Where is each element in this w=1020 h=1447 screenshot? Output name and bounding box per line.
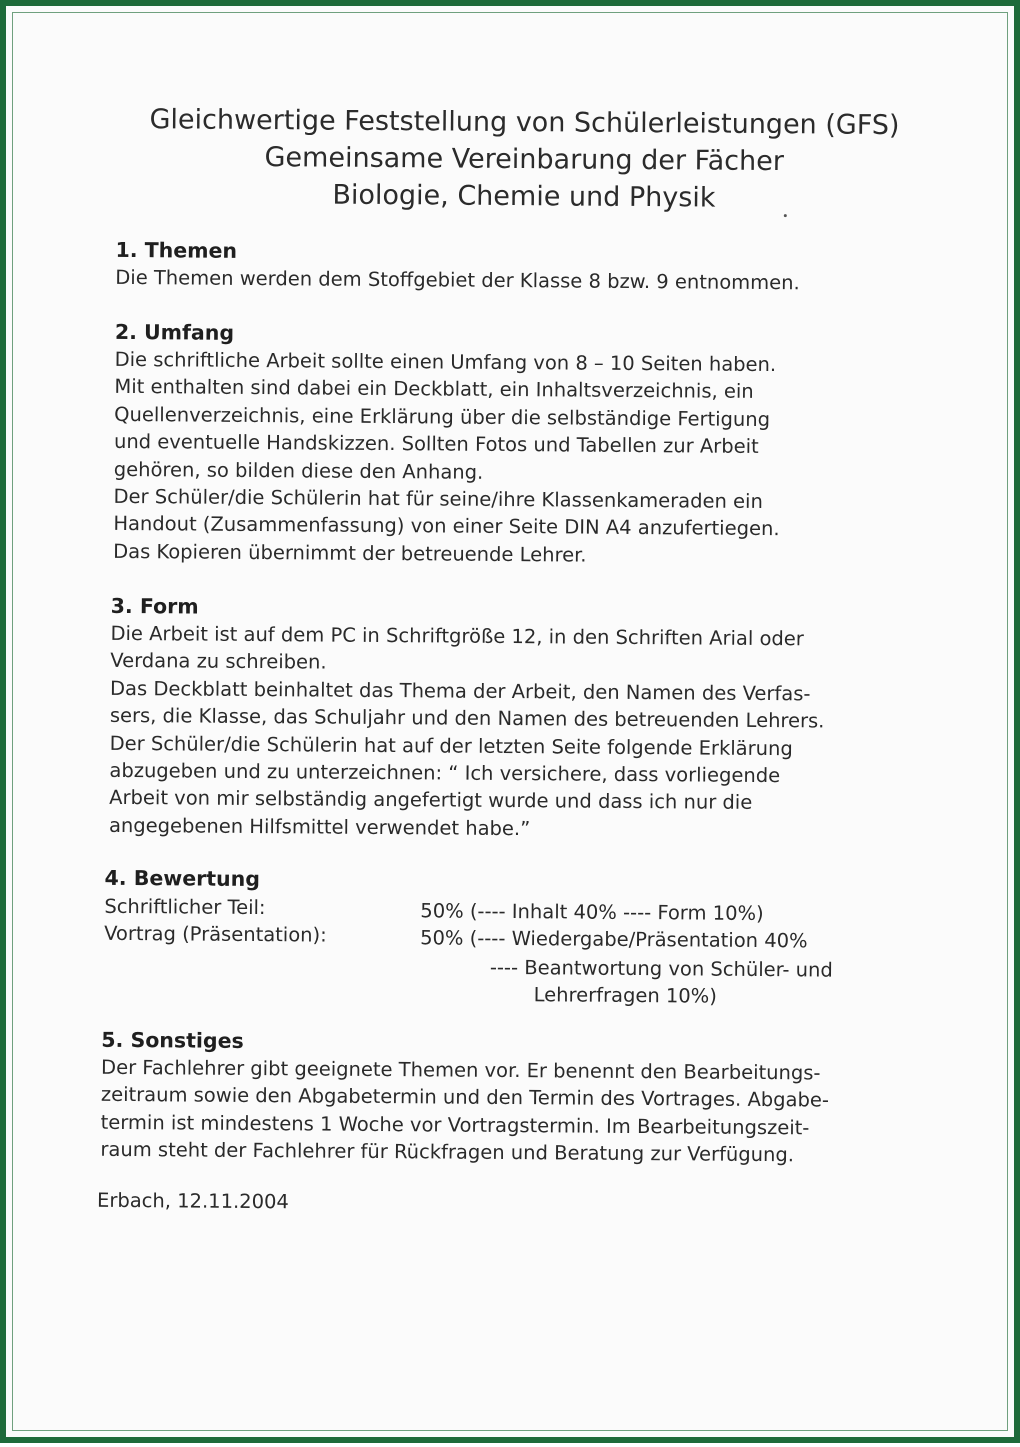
section-text-line: termin ist mindestens 1 Woche vor Vortragstermin. Im Bearbeitungszeit-: [100, 1110, 810, 1140]
section-form: [109, 593, 911, 846]
section-umfang: [113, 319, 915, 572]
title-line-2: Gemeinsame Vereinbarung der Fächer: [264, 142, 785, 178]
section-text-line: Verdana zu schreiben.: [110, 649, 327, 674]
grade-continuation: ---- Beantwortung von Schüler- und: [489, 955, 833, 982]
section-heading: 4. Bewertung: [104, 865, 261, 892]
section-text-line: Handout (Zusammenfassung) von einer Seite DIN A4 anzufertiegen.: [113, 512, 780, 541]
section-text-line: Die Arbeit ist auf dem PC in Schriftgröße 12, in den Schriften Arial oder: [110, 621, 804, 651]
section-text-line: angegebenen Hilfsmittel verwendet habe.”: [108, 813, 531, 841]
section-text-line: und eventuelle Handskizzen. Sollten Fotos und Tabellen zur Arbeit: [113, 430, 759, 459]
section-text-line: Die schriftliche Arbeit sollte einen Umfang von 8 – 10 Seiten haben.: [114, 347, 777, 377]
section-heading: 5. Sonstiges: [101, 1027, 244, 1053]
section-text-line: gehören, so bilden diese den Anhang.: [113, 457, 484, 484]
section-heading: 3. Form: [110, 593, 199, 619]
section-text-line: raum steht der Fachlehrer für Rückfragen und Beratung zur Verfügung.: [100, 1138, 795, 1167]
section-text-line: zeitraum sowie den Abgabetermin und den Termin des Vortrages. Abgabe-: [100, 1083, 830, 1112]
section-text-line: Quellenverzeichnis, eine Erklärung über die selbständige Fertigung: [114, 402, 771, 431]
section-text-line: Der Schüler/die Schülerin hat auf der letzten Seite folgende Erklärung: [109, 731, 793, 760]
section-text-line: Arbeit von mir selbständig angefertigt wurde und dass ich nur die: [109, 786, 753, 815]
title-line-3: Biologie, Chemie und Physik: [332, 179, 716, 214]
place-date-signoff: Erbach, 12.11.2004: [96, 1188, 289, 1214]
section-text-line: Das Deckblatt beinhaltet das Thema der Arbeit, den Namen des Verfas-: [109, 676, 811, 706]
grade-value-written: 50% (---- Inhalt 40% ---- Form 10%): [420, 899, 764, 925]
section-text-line: Der Fachlehrer gibt geeignete Themen vor. Er benennt den Bearbeitungs-: [101, 1055, 821, 1085]
section-text-line: abzugeben und zu unterzeichnen: “ Ich versichere, dass vorliegende: [109, 758, 781, 788]
section-text-line: Das Kopieren übernimmt der betreuende Lehrer.: [113, 539, 587, 567]
scan-speck: [784, 214, 787, 217]
section-sonstiges: [100, 1027, 901, 1170]
section-text-line: Mit enthalten sind dabei ein Deckblatt, ein Inhaltsverzeichnis, ein: [114, 375, 754, 404]
grade-value-presentation: 50% (---- Wiedergabe/Präsentation 40%: [420, 926, 808, 953]
section-heading: 1. Themen: [115, 237, 238, 263]
section-text-line: Der Schüler/die Schülerin hat für seine/ihre Klassenkameraden ein: [113, 484, 763, 514]
section-text-line: sers, die Klasse, das Schuljahr und den Namen des betreuenden Lehrers.: [109, 704, 825, 733]
document-title: [94, 101, 955, 219]
grade-continuation: Lehrerfragen 10%): [533, 983, 717, 1008]
section-themen: [115, 237, 915, 298]
section-heading: 2. Umfang: [114, 319, 235, 345]
title-line-1: Gleichwertige Feststellung von Schülerleistungen (GFS): [149, 104, 900, 142]
grade-label-written: Schriftlicher Teil:: [104, 894, 266, 920]
grade-label-presentation: Vortrag (Präsentation):: [104, 921, 327, 947]
section-text-line: Die Themen werden dem Stoffgebiet der Klasse 8 bzw. 9 entnommen.: [115, 265, 800, 295]
